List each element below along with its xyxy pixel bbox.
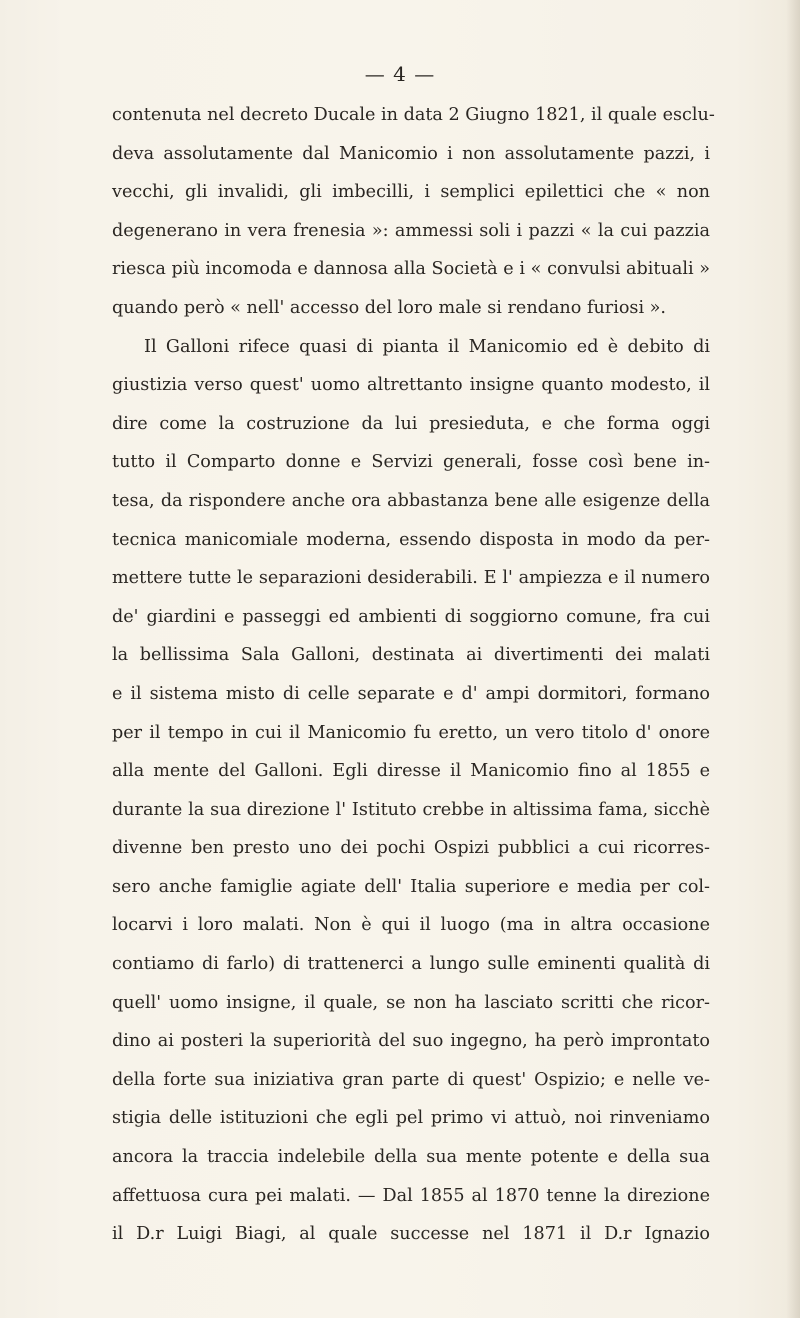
- text-line: mettere tutte le separazioni desiderabili. E l' ampiezza e il numero: [112, 568, 710, 589]
- text-line: vecchi, gli invalidi, gli imbecilli, i semplici epilettici che « non: [112, 182, 710, 203]
- text-line: quell' uomo insigne, il quale, se non ha lasciato scritti che ricor-: [112, 992, 710, 1013]
- text-line: Il Galloni rifece quasi di pianta il Manicomio ed è debito di: [144, 336, 710, 357]
- text-line: per il tempo in cui il Manicomio fu eretto, un vero titolo d' onore: [112, 722, 710, 743]
- text-line: riesca più incomoda e dannosa alla Società e i « convulsi abituali »: [112, 259, 710, 280]
- text-line: deva assolutamente dal Manicomio i non assolutamente pazzi, i: [112, 143, 710, 164]
- page-number: — 4 —: [364, 62, 436, 86]
- text-line: affettuosa cura pei malati. — Dal 1855 al 1870 tenne la direzione: [112, 1185, 710, 1206]
- text-line: contenuta nel decreto Ducale in data 2 Giugno 1821, il quale esclu-: [112, 105, 715, 125]
- text-line: la bellissima Sala Galloni, destinata ai divertimenti dei malati: [112, 645, 710, 666]
- body-text: [112, 96, 715, 1254]
- text-line: tutto il Comparto donne e Servizi generali, fosse così bene in-: [112, 452, 710, 473]
- text-line: contiamo di farlo) di trattenerci a lungo sulle eminenti qualità di: [112, 954, 710, 975]
- text-line: locarvi i loro malati. Non è qui il luogo (ma in altra occasione: [112, 915, 710, 936]
- page-edge-shadow: [786, 0, 800, 1318]
- text-line: divenne ben presto uno dei pochi Ospizi pubblici a cui ricorres-: [112, 838, 710, 859]
- text-line: de' giardini e passeggi ed ambienti di soggiorno comune, fra cui: [112, 606, 710, 627]
- text-line: tesa, da rispondere anche ora abbastanza bene alle esigenze della: [112, 490, 710, 511]
- text-line: dino ai posteri la superiorità del suo ingegno, ha però improntato: [112, 1031, 710, 1052]
- text-line: sero anche famiglie agiate dell' Italia superiore e media per col-: [112, 876, 710, 897]
- text-line: il D.r Luigi Biagi, al quale successe nel 1871 il D.r Ignazio: [112, 1224, 710, 1245]
- text-line: dire come la costruzione da lui presieduta, e che forma oggi: [112, 413, 710, 434]
- text-line: alla mente del Galloni. Egli diresse il Manicomio fino al 1855 e: [112, 761, 710, 782]
- text-line: giustizia verso quest' uomo altrettanto insigne quanto modesto, il: [112, 375, 710, 396]
- text-line: e il sistema misto di celle separate e d' ampi dormitori, formano: [112, 683, 710, 704]
- text-line: della forte sua iniziativa gran parte di quest' Ospizio; e nelle ve-: [112, 1069, 710, 1090]
- text-line: tecnica manicomiale moderna, essendo disposta in modo da per-: [112, 529, 710, 550]
- text-line: durante la sua direzione l' Istituto crebbe in altissima fama, sicchè: [112, 799, 710, 820]
- text-line: quando però « nell' accesso del loro male si rendano furiosi ».: [112, 297, 667, 318]
- text-line: stigia delle istituzioni che egli pel primo vi attuò, noi rinveniamo: [112, 1108, 710, 1129]
- text-line: ancora la traccia indelebile della sua mente potente e della sua: [112, 1147, 710, 1168]
- text-line: degenerano in vera frenesia »: ammessi soli i pazzi « la cui pazzia: [112, 220, 710, 241]
